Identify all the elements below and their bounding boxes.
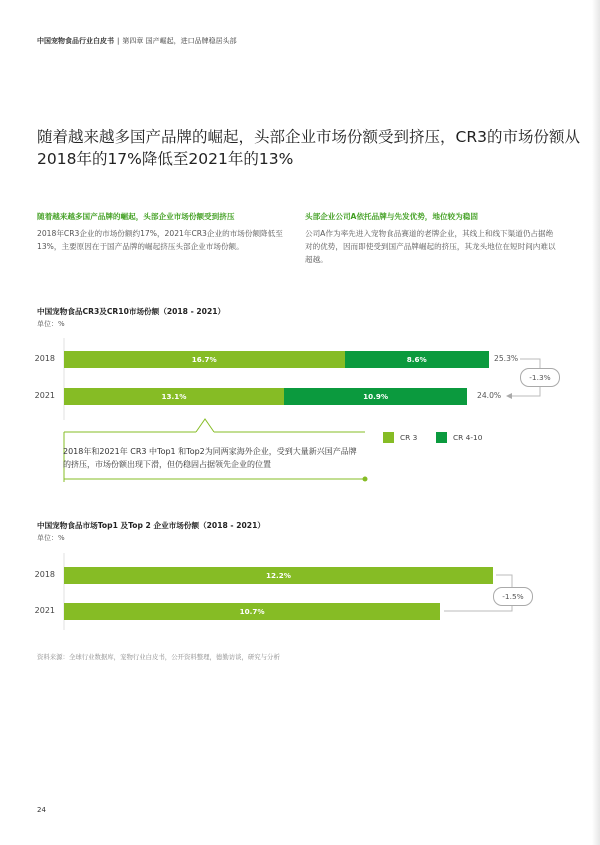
chart1-unit: 单位：% xyxy=(37,320,65,328)
chart2-change-badge: -1.5% xyxy=(493,587,533,606)
chart2-year-2021: 2021 xyxy=(34,606,55,615)
chart1-annotation: 2018年和2021年 CR3 中Top1 和Top2为同两家海外企业，受到大量新兴国产品牌的挤压，市场份额出现下滑，但仍稳固占据领先企业的位置 xyxy=(63,447,357,469)
header-chapter: 第四章 国产崛起，进口品牌稳居头部 xyxy=(122,37,237,45)
legend-cr410 xyxy=(436,432,482,443)
chart1-bracket-arrow xyxy=(506,393,512,399)
annotation-pointer xyxy=(196,419,214,432)
legend-cr3-swatch xyxy=(383,432,394,443)
legend-cr3-label: CR 3 xyxy=(400,433,418,442)
source-note: 资料来源：全球行业数据库，宠物行业白皮书，公开资料整理，德勤访谈，研究与分析 xyxy=(37,653,280,661)
chart1-total-2018: 25.3% xyxy=(494,354,519,363)
chart1-bar-2021-cr3: 13.1% xyxy=(64,388,284,405)
chart2-title: 中国宠物食品市场Top1 及Top 2 企业市场份额（2018 - 2021） xyxy=(37,521,265,530)
chart1-change-badge: -1.3% xyxy=(520,368,560,387)
left-column-body: 2018年CR3企业的市场份额约17%，2021年CR3企业的市场份额降低至13%，主要原因在于国产品牌的崛起挤压头部企业市场份额。 xyxy=(37,229,283,251)
annotation-end-dot xyxy=(363,477,368,482)
chart1-bar-2018-cr3: 16.7% xyxy=(64,351,345,368)
page-headline: 随着越来越多国产品牌的崛起，头部企业市场份额受到挤压，CR3的市场份额从2018年的17%降低至2021年的13% xyxy=(37,128,580,168)
legend-cr410-swatch xyxy=(436,432,447,443)
left-column-heading: 随着越来越多国产品牌的崛起，头部企业市场份额受到挤压 xyxy=(37,212,235,221)
chart1-year-2018: 2018 xyxy=(34,354,55,363)
page-number: 24 xyxy=(37,806,46,814)
right-column-heading: 头部企业公司A依托品牌与先发优势，地位较为稳固 xyxy=(305,212,478,221)
right-column-body: 公司A作为率先进入宠物食品赛道的老牌企业，其线上和线下渠道仍占据绝对的优势，因而即使受到国产品牌崛起的挤压，其龙头地位在短时间内难以超越。 xyxy=(305,229,556,264)
legend-cr3 xyxy=(383,432,417,443)
chart2-unit: 单位：% xyxy=(37,534,65,542)
header-separator: | xyxy=(117,37,120,45)
legend-cr410-label: CR 4-10 xyxy=(453,433,483,442)
chart1-total-2021: 24.0% xyxy=(477,391,502,400)
header-book-title: 中国宠物食品行业白皮书 xyxy=(37,37,114,45)
chart2-bar-2021: 10.7% xyxy=(64,603,440,620)
chart1-title: 中国宠物食品CR3及CR10市场份额（2018 - 2021） xyxy=(37,307,226,316)
chart1-bar-2018-cr4-10: 8.6% xyxy=(345,351,489,368)
chart2-bar-2018: 12.2% xyxy=(64,567,493,584)
chart1-year-2021: 2021 xyxy=(34,391,55,400)
chart2-year-2018: 2018 xyxy=(34,570,55,579)
chart1-bar-2021-cr4-10: 10.9% xyxy=(284,388,467,405)
